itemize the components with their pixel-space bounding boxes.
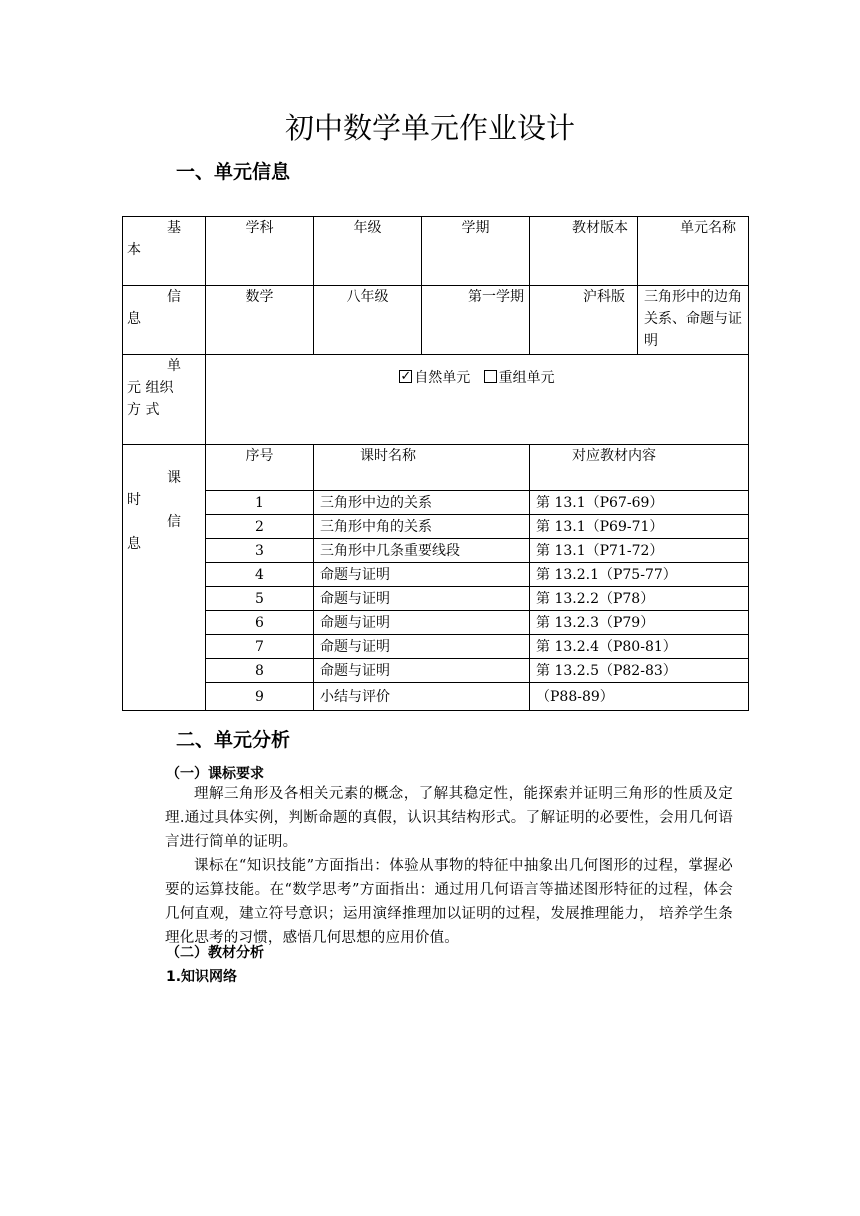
value-subject: 数学 (206, 286, 314, 355)
lesson-content: 第 13.2.3（P79） (530, 611, 749, 635)
lesson-row (123, 683, 749, 711)
value-row (123, 286, 749, 355)
info-label-cell (123, 286, 206, 355)
lesson-content: 第 13.2.4（P80-81） (530, 635, 749, 659)
lesson-row (123, 587, 749, 611)
info-label-top: 信 (167, 289, 181, 305)
lesson-name: 三角形中几条重要线段 (314, 539, 530, 563)
value-textbook: 沪科版 (530, 286, 638, 355)
lesson-label-cell (123, 445, 206, 711)
lesson-label-line2: 时 (127, 492, 141, 508)
lesson-content: 第 13.2.5（P82-83） (530, 659, 749, 683)
lesson-name: 命题与证明 (314, 563, 530, 587)
lesson-no: 1 (206, 491, 314, 515)
value-semester: 第一学期 (422, 286, 530, 355)
lesson-no: 5 (206, 587, 314, 611)
lesson-no: 8 (206, 659, 314, 683)
lesson-content: 第 13.1（P71-72） (530, 539, 749, 563)
lesson-name: 三角形中角的关系 (314, 515, 530, 539)
lesson-no: 2 (206, 515, 314, 539)
lesson-content: 第 13.2.1（P75-77） (530, 563, 749, 587)
knowledge-network-heading: 1.知识网络 (166, 969, 238, 985)
lesson-row (123, 491, 749, 515)
lesson-label-line1: 课 (167, 470, 181, 486)
section-unit-info-heading: 一、单元信息 (176, 161, 291, 183)
lesson-label-line3: 信 (167, 514, 181, 530)
lesson-row (123, 515, 749, 539)
lesson-content: （P88-89） (530, 683, 749, 711)
lesson-header-row (123, 445, 749, 491)
header-row (123, 217, 749, 286)
lesson-row (123, 635, 749, 659)
basic-label-cell (123, 217, 206, 286)
regroup-unit-checkbox[interactable] (484, 370, 497, 383)
lesson-no: 9 (206, 683, 314, 711)
lesson-content: 第 13.1（P67-69） (530, 491, 749, 515)
header-subject: 学科 (206, 217, 314, 286)
unit-info-table (122, 216, 749, 711)
curriculum-paragraph-1: 理解三角形及各相关元素的概念，了解其稳定性，能探索并证明三角形的性质及定理.通过具体实例，判断命题的真假，认识其结构形式。了解证明的必要性，会用几何语言进行简单的证明。 (165, 786, 733, 850)
lesson-no: 6 (206, 611, 314, 635)
basic-label-bottom: 本 (127, 242, 141, 258)
natural-unit-checkbox[interactable]: ✓ (400, 369, 412, 384)
document-title: 初中数学单元作业设计 (284, 111, 575, 145)
header-semester: 学期 (422, 217, 530, 286)
lesson-row (123, 539, 749, 563)
subsection-curriculum-heading: （一）课标要求 (166, 766, 264, 782)
lesson-row (123, 659, 749, 683)
subsection-textbook-heading: （二）教材分析 (166, 945, 264, 961)
org-label-line2: 元 组织 (127, 380, 174, 396)
header-grade: 年级 (314, 217, 422, 286)
lesson-header-no: 序号 (206, 445, 314, 491)
org-options-cell (206, 355, 749, 445)
lesson-no: 4 (206, 563, 314, 587)
lesson-name: 小结与评价 (314, 683, 530, 711)
lesson-content: 第 13.2.2（P78） (530, 587, 749, 611)
value-unit-name: 三角形中的边角关系、命题与证明 (638, 286, 749, 355)
header-textbook: 教材版本 (530, 217, 638, 286)
lesson-content: 第 13.1（P69-71） (530, 515, 749, 539)
section-unit-analysis-heading: 二、单元分析 (176, 729, 291, 751)
lesson-row (123, 611, 749, 635)
org-label-line1: 单 (167, 358, 181, 374)
curriculum-paragraph-2: 课标在“知识技能”方面指出：体验从事物的特征中抽象出几何图形的过程，掌握必要的运算技能。在“数学思考”方面指出：通过用几何语言等描述图形特征的过程，体会几何直观，建立符号意识；运用演绎推理加以证明的过程，发展推理能力， 培养学生条理化思考的习惯，感悟几何思想的应用价值。 (165, 858, 733, 946)
lesson-no: 3 (206, 539, 314, 563)
org-label-cell (123, 355, 206, 445)
lesson-row (123, 563, 749, 587)
basic-label-top: 基 (167, 220, 181, 236)
lesson-name: 命题与证明 (314, 611, 530, 635)
org-label-line3: 方 式 (127, 402, 160, 418)
lesson-header-content: 对应教材内容 (530, 445, 749, 491)
lesson-no: 7 (206, 635, 314, 659)
lesson-name: 三角形中边的关系 (314, 491, 530, 515)
lesson-name: 命题与证明 (314, 587, 530, 611)
lesson-name: 命题与证明 (314, 635, 530, 659)
info-label-bottom: 息 (127, 311, 141, 327)
regroup-unit-label: 重组单元 (498, 370, 555, 386)
lesson-label-line4: 息 (127, 536, 141, 552)
header-unit-name: 单元名称 (638, 217, 749, 286)
lesson-header-name: 课时名称 (314, 445, 530, 491)
natural-unit-label: 自然单元 (414, 370, 471, 386)
org-row (123, 355, 749, 445)
value-grade: 八年级 (314, 286, 422, 355)
lesson-name: 命题与证明 (314, 659, 530, 683)
